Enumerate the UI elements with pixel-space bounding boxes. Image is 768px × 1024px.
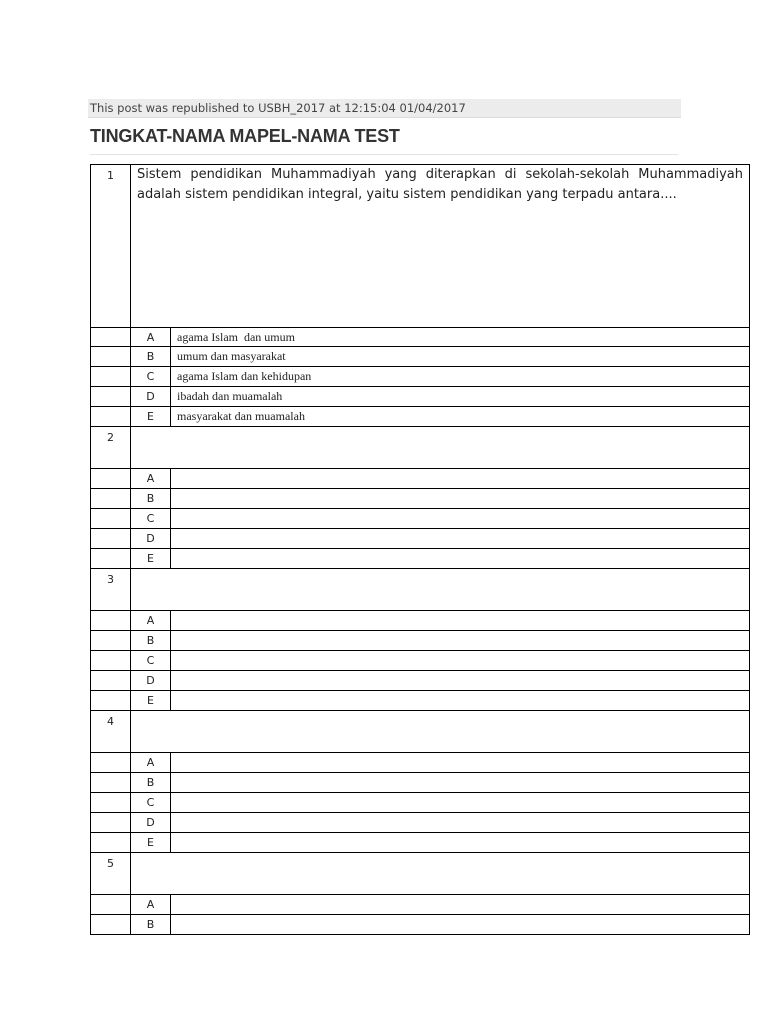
option-row — [91, 328, 750, 347]
option-letter: E — [131, 407, 171, 427]
option-letter: B — [131, 915, 171, 935]
option-letter: C — [131, 509, 171, 529]
option-spacer — [91, 793, 131, 813]
option-text — [171, 691, 750, 711]
option-spacer — [91, 529, 131, 549]
option-row — [91, 611, 750, 631]
exam-table — [90, 164, 750, 935]
option-text — [171, 469, 750, 489]
option-text — [171, 529, 750, 549]
option-spacer — [91, 651, 131, 671]
question-number: 1 — [91, 165, 131, 328]
option-letter: D — [131, 813, 171, 833]
question-row — [91, 165, 750, 328]
option-row — [91, 813, 750, 833]
question-number: 3 — [91, 569, 131, 611]
question-number: 5 — [91, 853, 131, 895]
option-row — [91, 407, 750, 427]
option-letter: A — [131, 753, 171, 773]
option-text: masyarakat dan muamalah — [171, 407, 750, 427]
question-row — [91, 427, 750, 469]
option-spacer — [91, 895, 131, 915]
option-row — [91, 347, 750, 367]
option-spacer — [91, 611, 131, 631]
question-row — [91, 569, 750, 611]
option-text — [171, 915, 750, 935]
option-letter: A — [131, 328, 171, 347]
option-row — [91, 671, 750, 691]
option-text — [171, 813, 750, 833]
option-row — [91, 691, 750, 711]
option-text: ibadah dan muamalah — [171, 387, 750, 407]
option-row — [91, 529, 750, 549]
option-letter: D — [131, 529, 171, 549]
question-text — [131, 427, 750, 469]
option-row — [91, 489, 750, 509]
option-row — [91, 631, 750, 651]
option-letter: C — [131, 367, 171, 387]
option-letter: C — [131, 793, 171, 813]
option-letter: B — [131, 347, 171, 367]
title-divider — [90, 154, 678, 155]
option-letter: B — [131, 489, 171, 509]
option-text — [171, 489, 750, 509]
option-text: umum dan masyarakat — [171, 347, 750, 367]
option-spacer — [91, 773, 131, 793]
question-text — [131, 711, 750, 753]
option-row — [91, 469, 750, 489]
question-text — [131, 569, 750, 611]
option-spacer — [91, 753, 131, 773]
option-spacer — [91, 407, 131, 427]
option-letter: B — [131, 773, 171, 793]
option-text — [171, 611, 750, 631]
option-letter: C — [131, 651, 171, 671]
option-spacer — [91, 915, 131, 935]
option-row — [91, 367, 750, 387]
option-text — [171, 549, 750, 569]
option-row — [91, 833, 750, 853]
option-spacer — [91, 387, 131, 407]
option-text — [171, 651, 750, 671]
republished-notice: This post was republished to USBH_2017 at 12:15:04 01/04/2017 — [88, 99, 681, 118]
option-row — [91, 549, 750, 569]
question-text: Sistem pendidikan Muhammadiyah yang diterapkan di sekolah-sekolah Muhammadiyah adalah sistem pendidikan integral, yaitu sistem pendidikan yang terpadu antara.... — [131, 165, 750, 328]
option-spacer — [91, 813, 131, 833]
question-number: 2 — [91, 427, 131, 469]
option-text — [171, 895, 750, 915]
option-text — [171, 753, 750, 773]
option-letter: A — [131, 469, 171, 489]
question-row — [91, 853, 750, 895]
option-letter: B — [131, 631, 171, 651]
option-text: agama Islam dan umum — [171, 328, 750, 347]
option-text — [171, 671, 750, 691]
option-row — [91, 651, 750, 671]
option-spacer — [91, 489, 131, 509]
option-row — [91, 793, 750, 813]
option-spacer — [91, 549, 131, 569]
option-spacer — [91, 631, 131, 651]
option-text — [171, 773, 750, 793]
question-text — [131, 853, 750, 895]
page-title: TINGKAT-NAMA MAPEL-NAMA TEST — [90, 126, 400, 146]
option-spacer — [91, 469, 131, 489]
option-spacer — [91, 367, 131, 387]
option-text: agama Islam dan kehidupan — [171, 367, 750, 387]
option-row — [91, 387, 750, 407]
option-letter: A — [131, 895, 171, 915]
option-spacer — [91, 671, 131, 691]
option-text — [171, 793, 750, 813]
option-letter: E — [131, 549, 171, 569]
option-letter: E — [131, 833, 171, 853]
option-spacer — [91, 509, 131, 529]
option-row — [91, 509, 750, 529]
option-letter: D — [131, 671, 171, 691]
option-spacer — [91, 328, 131, 347]
option-text — [171, 509, 750, 529]
option-text — [171, 631, 750, 651]
option-spacer — [91, 691, 131, 711]
option-row — [91, 753, 750, 773]
option-row — [91, 895, 750, 915]
option-letter: E — [131, 691, 171, 711]
option-spacer — [91, 347, 131, 367]
option-letter: D — [131, 387, 171, 407]
option-text — [171, 833, 750, 853]
option-row — [91, 773, 750, 793]
option-row — [91, 915, 750, 935]
question-row — [91, 711, 750, 753]
question-number: 4 — [91, 711, 131, 753]
option-letter: A — [131, 611, 171, 631]
option-spacer — [91, 833, 131, 853]
